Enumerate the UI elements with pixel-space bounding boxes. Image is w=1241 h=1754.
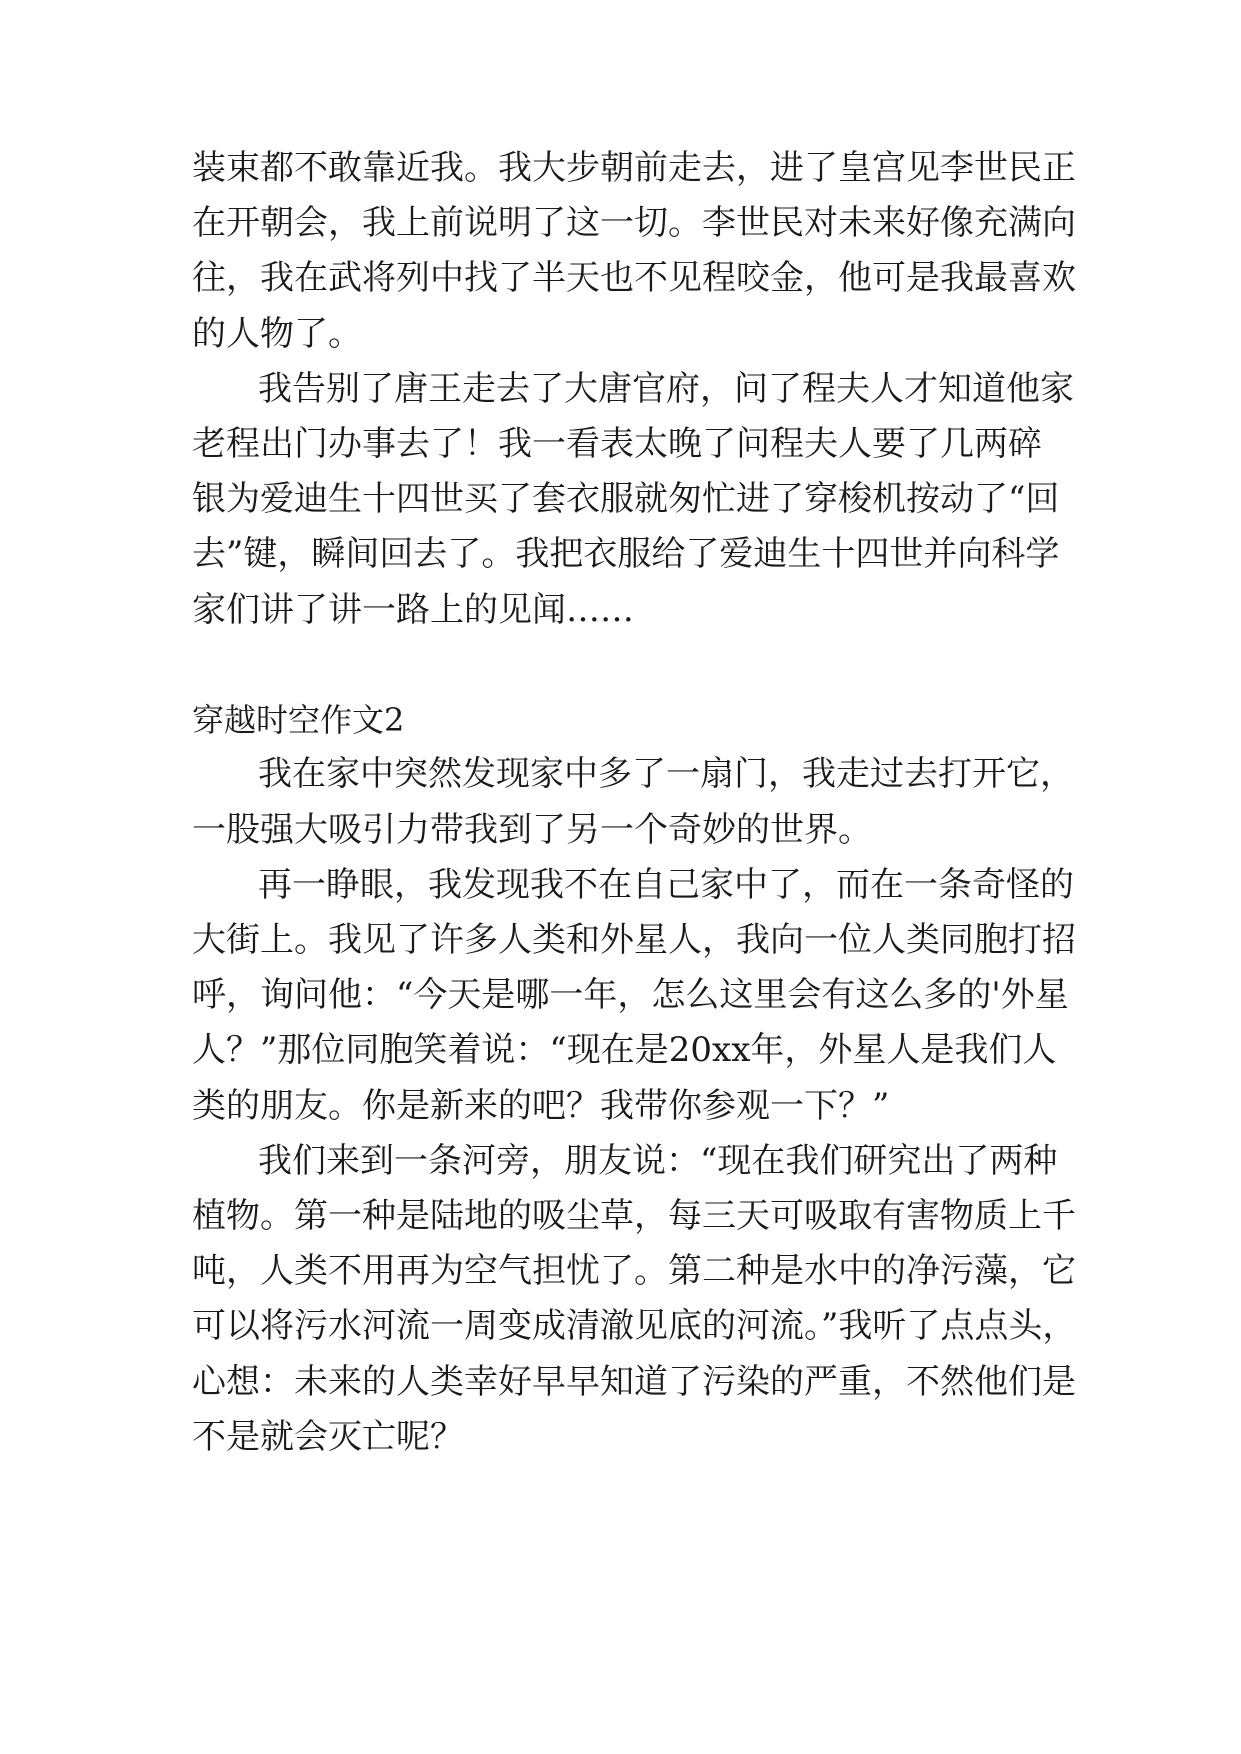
text-line: 植物。第一种是陆地的吸尘草，每三天可吸取有害物质上千: [192, 1196, 1076, 1236]
text-line: 去”键，瞬间回去了。我把衣服给了爱迪生十四世并向科学: [192, 534, 1060, 574]
text-line: 装束都不敢靠近我。我大步朝前走去，进了皇宫见李世民正: [192, 148, 1076, 188]
text-line: 我在家中突然发现家中多了一扇门，我走过去打开它，: [258, 754, 1074, 794]
text-line: 一股强大吸引力带我到了另一个奇妙的世界。: [192, 810, 872, 850]
text-line: 我告别了唐王走去了大唐官府，问了程夫人才知道他家: [258, 369, 1074, 409]
text-line: 老程出门办事去了！我一看表太晚了问程夫人要了几两碎: [192, 424, 1042, 464]
text-line: 再一睁眼，我发现我不在自己家中了，而在一条奇怪的: [258, 865, 1074, 905]
text-line: 不是就会灭亡呢？: [192, 1417, 464, 1457]
text-line: 银为爱迪生十四世买了套衣服就匆忙进了穿梭机按动了“回: [192, 479, 1060, 519]
text-line: 呼，询问他：“今天是哪一年，怎么这里会有这么多的'外星: [192, 975, 1069, 1015]
text-line: 类的朋友。你是新来的吧？我带你参观一下？”: [192, 1086, 890, 1126]
text-line: 的人物了。: [192, 314, 362, 354]
text-line: 大街上。我见了许多人类和外星人，我向一位人类同胞打招: [192, 920, 1076, 960]
text-line: 人？”那位同胞笑着说：“现在是20xx年，外星人是我们人: [192, 1030, 1057, 1070]
text-line: 我们来到一条河旁，朋友说：“现在我们研究出了两种: [258, 1141, 1058, 1181]
text-line: 可以将污水河流一周变成清澈见底的河流。”我听了点点头，: [192, 1306, 1077, 1346]
text-line: 吨，人类不用再为空气担忧了。第二种是水中的净污藻，它: [192, 1251, 1076, 1291]
text-line: 在开朝会，我上前说明了这一切。李世民对未来好像充满向: [192, 203, 1076, 243]
text-line: 往，我在武将列中找了半天也不见程咬金，他可是我最喜欢: [192, 258, 1076, 298]
section-title: 穿越时空作文2: [192, 701, 405, 739]
text-line: 心想：未来的人类幸好早早知道了污染的严重，不然他们是: [192, 1362, 1076, 1402]
text-line: 家们讲了讲一路上的见闻……: [192, 590, 634, 630]
